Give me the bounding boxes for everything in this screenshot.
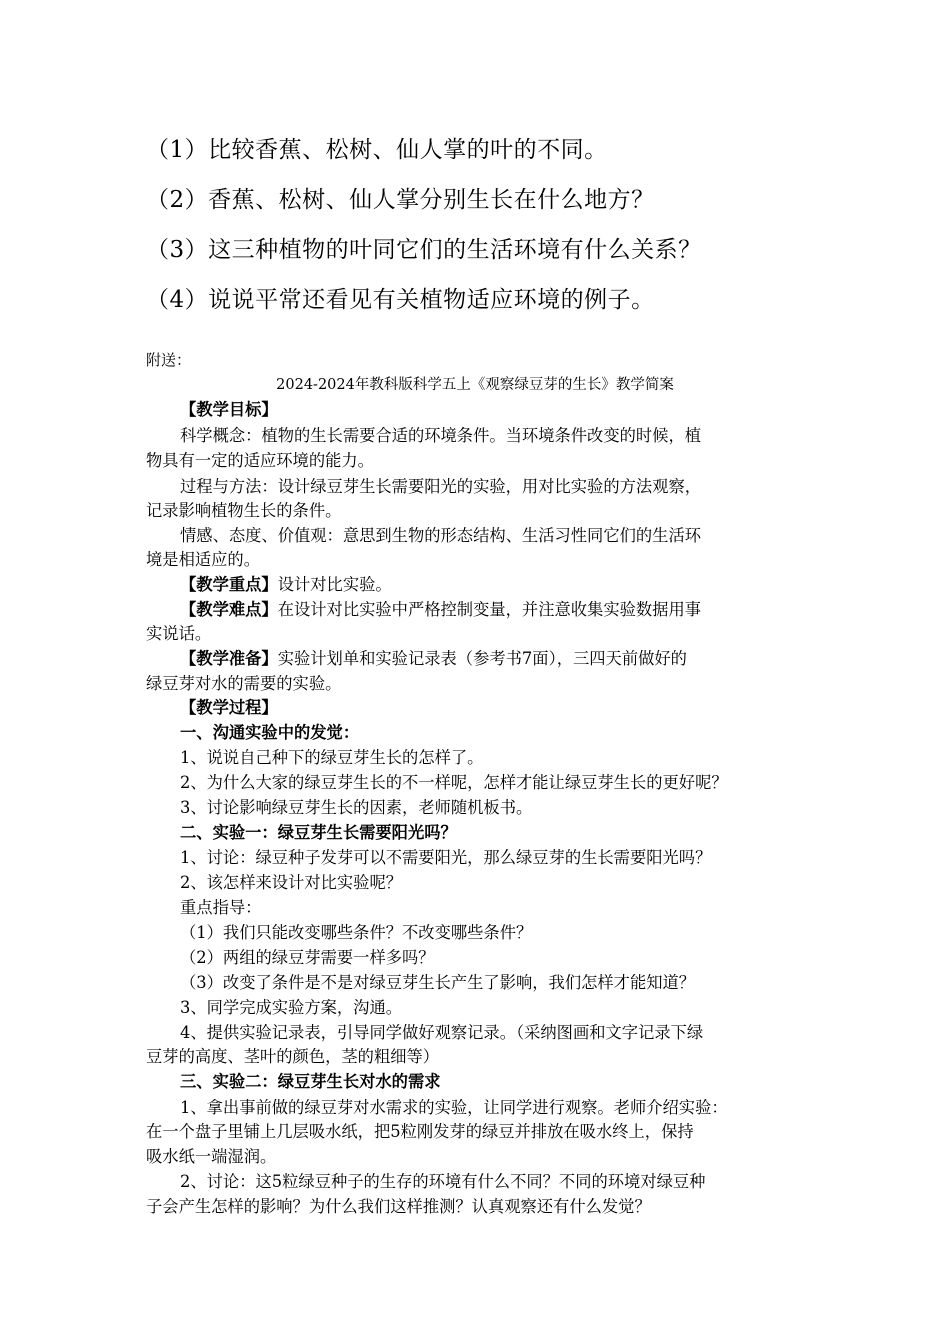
- goal-process-line-1: 过程与方法：设计绿豆芽生长需要阳光的实验，用对比实验的方法观察，: [180, 477, 702, 496]
- section-1-item-2: 2、为什么大家的绿豆芽生长的不一样呢，怎样才能让绿豆芽生长的更好呢？: [180, 773, 728, 792]
- section-2-guide-2: （2）两组的绿豆芽需要一样多吗？: [180, 948, 435, 967]
- goal-concept-line-2: 物具有一定的适应环境的能力。: [146, 451, 374, 470]
- section-3-item-1-line-2: 在一个盘子里铺上几层吸水纸，把5粒刚发芽的绿豆并排放在吸水终上，保持: [146, 1122, 694, 1141]
- appendix-label: 附送：: [146, 351, 192, 369]
- goal-attitude-line-2: 境是相适应的。: [146, 550, 260, 569]
- document-title: 2024-2024年教科版科学五上《观察绿豆芽的生长》教学简案: [276, 377, 674, 393]
- question-3: （3）这三种植物的叶同它们的生活环境有什么关系？: [146, 237, 702, 263]
- goal-attitude-line-1: 情感、态度、价值观：意思到生物的形态结构、生活习性同它们的生活环: [180, 526, 702, 545]
- difficulty-text-1: 在设计对比实验中严格控制变量，并注意收集实验数据用事: [277, 600, 702, 619]
- section-3-item-2-line-1: 2、讨论：这5粒绿豆种子的生存的环境有什么不同？不同的环境对绿豆种: [180, 1172, 706, 1191]
- focus-label: 【教学重点】: [180, 575, 278, 594]
- section-2-guide: 重点指导：: [180, 898, 262, 917]
- section-2-item-4-line-2: 豆芽的高度、茎叶的颜色，茎的粗细等）: [146, 1047, 440, 1066]
- section-2-item-2: 2、该怎样来设计对比实验呢？: [180, 873, 403, 892]
- section-3-item-1-line-3: 吸水纸一端湿润。: [146, 1147, 277, 1166]
- section-1-item-1: 1、说说自己种下的绿豆芽生长的怎样了。: [180, 748, 484, 767]
- focus-line: [180, 573, 392, 597]
- section-1-item-3: 3、讨论影响绿豆芽生长的因素，老师随机板书。: [180, 798, 533, 817]
- prep-label: 【教学准备】: [180, 649, 278, 668]
- section-2-guide-1: （1）我们只能改变哪些条件？不改变哪些条件？: [180, 923, 533, 942]
- question-2: （2）香蕉、松树、仙人掌分别生长在什么地方？: [146, 187, 655, 213]
- difficulty-label: 【教学难点】: [180, 600, 278, 619]
- goals-heading: 【教学目标】: [180, 400, 278, 419]
- section-3-item-1-line-1: 1、拿出事前做的绿豆芽对水需求的实验，让同学进行观察。老师介绍实验：: [180, 1098, 728, 1117]
- prep-line-1: [180, 647, 687, 671]
- goal-concept-line-1: 科学概念：植物的生长需要合适的环境条件。当环境条件改变的时候，植: [180, 426, 702, 445]
- question-1: （1）比较香蕉、松树、仙人掌的叶的不同。: [146, 137, 608, 163]
- focus-text: 设计对比实验。: [277, 575, 392, 594]
- section-2-item-1: 1、讨论：绿豆种子发芽可以不需要阳光，那么绿豆芽的生长需要阳光吗？: [180, 848, 712, 867]
- prep-text-1: 实验计划单和实验记录表（参考书7面），三四天前做好的: [277, 649, 687, 668]
- section-1-title: 一、沟通实验中的发觉：: [180, 723, 360, 742]
- section-2-guide-3: （3）改变了条件是不是对绿豆芽生长产生了影响，我们怎样才能知道？: [180, 973, 696, 992]
- prep-line-2: 绿豆芽对水的需要的实验。: [146, 674, 342, 693]
- section-2-item-3: 3、同学完成实验方案，沟通。: [180, 998, 403, 1017]
- section-2-title: 二、实验一：绿豆芽生长需要阳光吗？: [180, 823, 457, 842]
- question-4: （4）说说平常还看见有关植物适应环境的例子。: [146, 287, 655, 313]
- difficulty-line-2: 实说话。: [146, 624, 212, 643]
- section-3-item-2-line-2: 子会产生怎样的影响？为什么我们这样推测？认真观察还有什么发觉？: [146, 1197, 651, 1216]
- goal-process-line-2: 记录影响植物生长的条件。: [146, 501, 342, 520]
- section-3-title: 三、实验二：绿豆芽生长对水的需求: [180, 1072, 441, 1091]
- process-heading: 【教学过程】: [180, 698, 278, 717]
- difficulty-line-1: [180, 598, 701, 622]
- section-2-item-4-line-1: 4、提供实验记录表，引导同学做好观察记录。（采纳图画和文字记录下绿: [180, 1023, 704, 1042]
